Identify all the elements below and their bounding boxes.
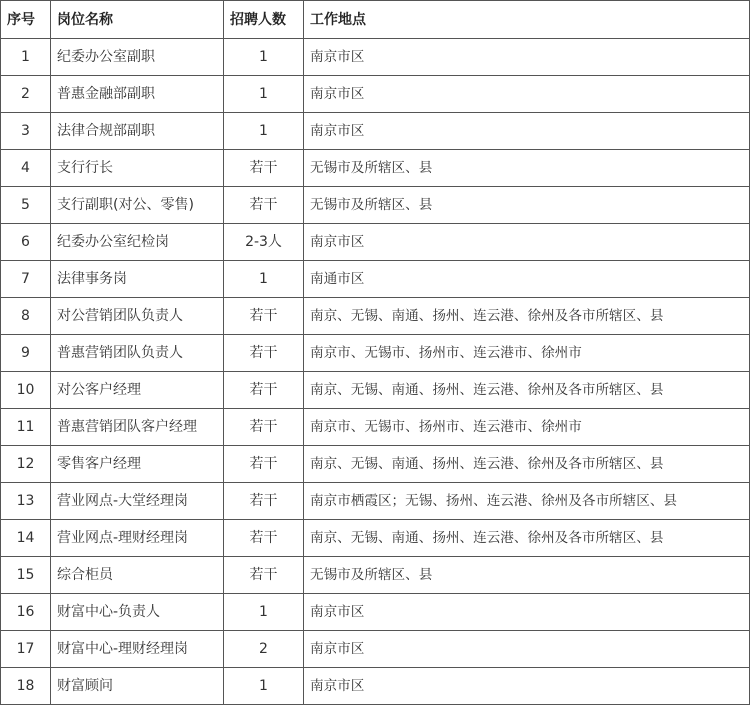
cell-count: 若干 [224, 483, 304, 520]
header-index: 序号 [1, 1, 51, 39]
cell-position: 财富中心-理财经理岗 [51, 631, 224, 668]
cell-index: 4 [1, 150, 51, 187]
table-header-row [1, 1, 750, 39]
cell-position: 支行副职(对公、零售) [51, 187, 224, 224]
table-row [1, 372, 750, 409]
cell-index: 12 [1, 446, 51, 483]
cell-index: 3 [1, 113, 51, 150]
cell-position: 普惠金融部副职 [51, 76, 224, 113]
table-row [1, 261, 750, 298]
cell-count: 若干 [224, 150, 304, 187]
cell-index: 18 [1, 668, 51, 705]
cell-index: 9 [1, 335, 51, 372]
cell-count: 若干 [224, 335, 304, 372]
cell-count: 若干 [224, 520, 304, 557]
cell-count: 若干 [224, 557, 304, 594]
cell-position: 法律事务岗 [51, 261, 224, 298]
cell-count: 2 [224, 631, 304, 668]
cell-position: 财富中心-负责人 [51, 594, 224, 631]
table-body [1, 39, 750, 705]
cell-index: 14 [1, 520, 51, 557]
header-location: 工作地点 [304, 1, 750, 39]
cell-count: 若干 [224, 409, 304, 446]
table-row [1, 483, 750, 520]
cell-count: 2-3人 [224, 224, 304, 261]
cell-count: 1 [224, 668, 304, 705]
cell-location: 南京市区 [304, 668, 750, 705]
cell-index: 17 [1, 631, 51, 668]
cell-position: 财富顾问 [51, 668, 224, 705]
table-row [1, 520, 750, 557]
cell-index: 11 [1, 409, 51, 446]
cell-count: 1 [224, 594, 304, 631]
cell-position: 支行行长 [51, 150, 224, 187]
table-row [1, 187, 750, 224]
cell-position: 综合柜员 [51, 557, 224, 594]
cell-count: 1 [224, 76, 304, 113]
cell-index: 15 [1, 557, 51, 594]
cell-position: 营业网点-理财经理岗 [51, 520, 224, 557]
cell-index: 5 [1, 187, 51, 224]
header-position: 岗位名称 [51, 1, 224, 39]
cell-location: 南京、无锡、南通、扬州、连云港、徐州及各市所辖区、县 [304, 446, 750, 483]
cell-location: 南京市区 [304, 113, 750, 150]
cell-index: 6 [1, 224, 51, 261]
table-row [1, 150, 750, 187]
cell-position: 纪委办公室副职 [51, 39, 224, 76]
cell-count: 1 [224, 261, 304, 298]
cell-location: 南京市区 [304, 594, 750, 631]
table-row [1, 409, 750, 446]
cell-location: 南京、无锡、南通、扬州、连云港、徐州及各市所辖区、县 [304, 520, 750, 557]
table-row [1, 76, 750, 113]
cell-count: 若干 [224, 372, 304, 409]
table-row [1, 113, 750, 150]
table-row [1, 298, 750, 335]
cell-index: 16 [1, 594, 51, 631]
cell-position: 营业网点-大堂经理岗 [51, 483, 224, 520]
table-row [1, 224, 750, 261]
cell-index: 13 [1, 483, 51, 520]
cell-location: 南通市区 [304, 261, 750, 298]
cell-count: 1 [224, 39, 304, 76]
cell-position: 纪委办公室纪检岗 [51, 224, 224, 261]
cell-count: 若干 [224, 187, 304, 224]
cell-position: 零售客户经理 [51, 446, 224, 483]
cell-position: 普惠营销团队负责人 [51, 335, 224, 372]
cell-location: 南京市区 [304, 76, 750, 113]
table-row [1, 39, 750, 76]
cell-index: 8 [1, 298, 51, 335]
cell-position: 对公客户经理 [51, 372, 224, 409]
table-row [1, 557, 750, 594]
cell-location: 南京市区 [304, 39, 750, 76]
table-row [1, 668, 750, 705]
cell-location: 南京市、无锡市、扬州市、连云港市、徐州市 [304, 335, 750, 372]
cell-location: 南京市栖霞区；无锡、扬州、连云港、徐州及各市所辖区、县 [304, 483, 750, 520]
cell-index: 1 [1, 39, 51, 76]
cell-index: 7 [1, 261, 51, 298]
cell-index: 10 [1, 372, 51, 409]
cell-location: 南京市、无锡市、扬州市、连云港市、徐州市 [304, 409, 750, 446]
cell-position: 普惠营销团队客户经理 [51, 409, 224, 446]
table-row [1, 446, 750, 483]
cell-location: 无锡市及所辖区、县 [304, 150, 750, 187]
cell-location: 南京、无锡、南通、扬州、连云港、徐州及各市所辖区、县 [304, 298, 750, 335]
header-count: 招聘人数 [224, 1, 304, 39]
cell-count: 若干 [224, 298, 304, 335]
cell-index: 2 [1, 76, 51, 113]
table-row [1, 631, 750, 668]
cell-location: 无锡市及所辖区、县 [304, 557, 750, 594]
cell-location: 无锡市及所辖区、县 [304, 187, 750, 224]
cell-count: 1 [224, 113, 304, 150]
cell-location: 南京、无锡、南通、扬州、连云港、徐州及各市所辖区、县 [304, 372, 750, 409]
cell-location: 南京市区 [304, 631, 750, 668]
cell-count: 若干 [224, 446, 304, 483]
cell-location: 南京市区 [304, 224, 750, 261]
table-row [1, 594, 750, 631]
cell-position: 对公营销团队负责人 [51, 298, 224, 335]
cell-position: 法律合规部副职 [51, 113, 224, 150]
table-row [1, 335, 750, 372]
